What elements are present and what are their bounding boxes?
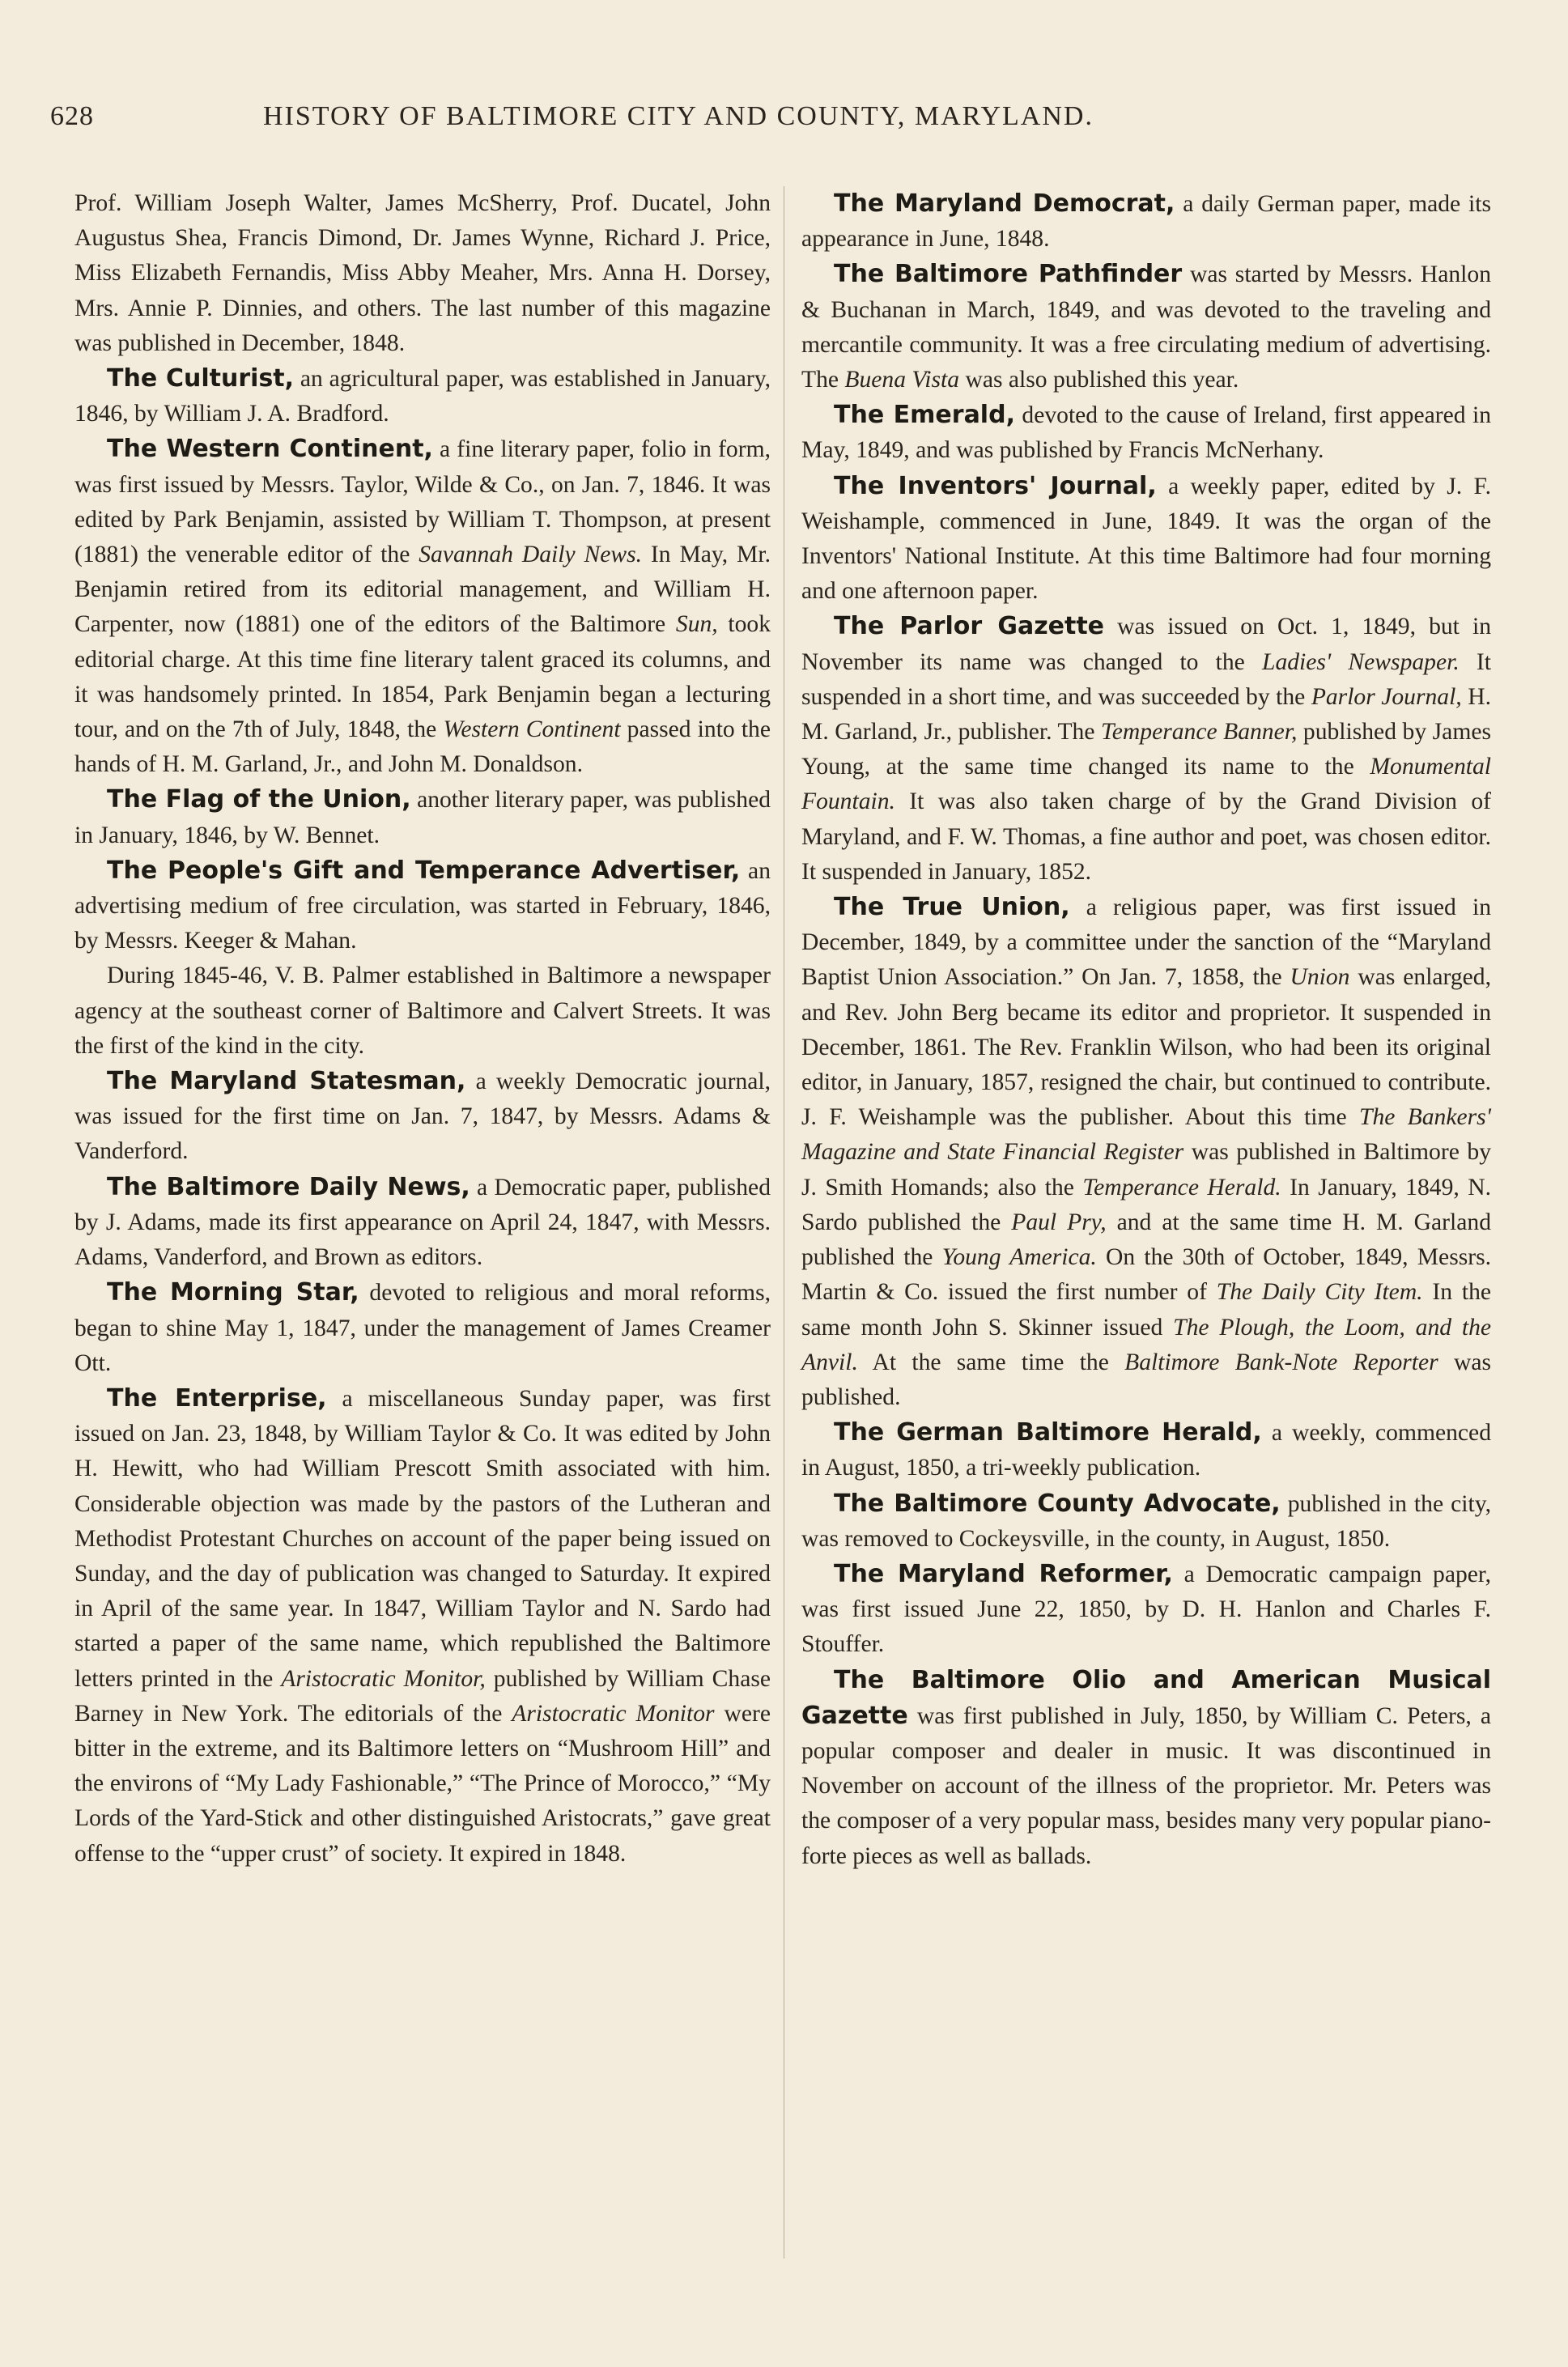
body-text: a weekly paper, edited by J. F. Weishample, commenced in June, 1849. It was the organ of the Inventors' National Institute. At this time Baltimore had four morning and one afternoon paper. [801, 473, 1491, 605]
left-column [74, 186, 771, 1872]
entry-title: The Maryland Democrat, [834, 189, 1175, 218]
entry-maryland-statesman [74, 1064, 771, 1170]
body-text: was started by Messrs. Hanlon & Buchanan in March, 1849, and was devoted to the traveling and mercantile community. It was a free circulating medium of advertising. The [801, 261, 1491, 393]
entry-flag-of-the-union [74, 782, 771, 852]
entry-baltimore-pathfinder [801, 257, 1491, 397]
right-column [801, 186, 1491, 1874]
body-text: was published in Baltimore by J. Smith Homands; also the [801, 1139, 1491, 1200]
entry-morning-star [74, 1275, 771, 1381]
body-text: a daily German paper, made its appearance in June, 1848. [801, 191, 1491, 253]
entry-title: The Maryland Statesman, [107, 1067, 466, 1096]
entry-enterprise [74, 1381, 771, 1872]
entry-western-continent [74, 431, 771, 782]
body-text: In May, Mr. Benjamin retired from its editorial management, and William H. Carpenter, now (1881) one of the editors of the Baltimore [74, 542, 771, 638]
italic-title-text: Ladies' Newspaper. [1262, 648, 1460, 675]
body-text: published by James Young, at the same time changed its name to the [801, 719, 1491, 780]
body-text: a Democratic paper, published by J. Adams, made its first appearance on April 24, 1847, with Messrs. Adams, Vanderford, and Brown as editors. [74, 1174, 771, 1271]
italic-title-text: Young America. [941, 1244, 1097, 1271]
italic-title-text: Western Continent [443, 716, 621, 743]
body-text: was issued on Oct. 1, 1849, but in November its name was changed to the [801, 614, 1491, 675]
entry-title: The Maryland Reformer, [834, 1559, 1173, 1588]
body-text: passed into the hands of H. M. Garland, Jr., and John M. Donaldson. [74, 716, 771, 778]
entry-title: The Inventors' Journal, [834, 471, 1157, 500]
entry-title: The Morning Star, [107, 1278, 359, 1307]
body-text: It suspended in a short time, and was succeeded by the [801, 648, 1491, 710]
italic-title-text: Aristocratic Monitor [512, 1700, 715, 1727]
paragraph-continuation [74, 186, 771, 361]
body-text: On the 30th of October, 1849, Messrs. Martin & Co. issued the first number of [801, 1244, 1491, 1306]
body-text: H. M. Garland, Jr., publisher. The [801, 683, 1491, 746]
body-text: a weekly, commenced in August, 1850, a tri-weekly publication. [801, 1420, 1491, 1481]
entry-peoples-gift [74, 853, 771, 959]
entry-baltimore-olio [801, 1663, 1491, 1874]
body-text: In January, 1849, N. Sardo published the [801, 1174, 1491, 1235]
italic-title-text: Temperance Banner, [1101, 719, 1298, 746]
entry-true-union [801, 890, 1491, 1415]
italic-title-text: Baltimore Bank-Note Reporter [1124, 1349, 1438, 1375]
italic-title-text: The Bankers' Magazine and State Financial Register [801, 1104, 1491, 1166]
entry-title: The Baltimore Olio and American Musical Gazette [801, 1665, 1491, 1730]
italic-title-text: Temperance Herald. [1082, 1174, 1281, 1200]
body-text: devoted to the cause of Ireland, first appeared in May, 1849, and was published by Francis McNerhany. [801, 402, 1491, 464]
body-text: was enlarged, and Rev. John Berg became its editor and proprietor. It suspended in December, 1861. The Rev. Franklin Wilson, who had been its original editor, in January, 1857, resigned the chair, but continued to contribute. J. F. Weishample was the publisher. About this time [801, 964, 1491, 1131]
body-text: Prof. William Joseph Walter, James McSherry, Prof. Ducatel, John Augustus Shea, Francis Dimond, Dr. James Wynne, Richard J. Price, Miss Elizabeth Fernandis, Miss Abby Meaher, Mrs. Anna H. Dorsey, Mrs. Annie P. Dinnies, and others. The last number of this magazine was published in December, 1848. [74, 190, 771, 356]
italic-title-text: Buena Vista [844, 367, 960, 393]
body-text: an agricultural paper, was established in January, 1846, by William J. A. Bradford. [74, 366, 771, 427]
running-title: HISTORY OF BALTIMORE CITY AND COUNTY, MARYLAND. [263, 101, 1094, 131]
body-text: published in the city, was removed to Cockeysville, in the county, in August, 1850. [801, 1490, 1491, 1552]
entry-maryland-democrat [801, 186, 1491, 257]
entry-emerald [801, 397, 1491, 468]
body-text: an advertising medium of free circulation, was started in February, 1846, by Messrs. Keeger & Mahan. [74, 857, 771, 954]
body-text: It was also taken charge of by the Grand Division of Maryland, and F. W. Thomas, a fine author and poet, was chosen editor. It suspended in January, 1852. [801, 788, 1491, 885]
italic-title-text: Monumental Fountain. [801, 754, 1491, 815]
entry-baltimore-daily-news [74, 1170, 771, 1276]
body-text: a Democratic campaign paper, was first issued June 22, 1850, by D. H. Hanlon and Charles F. Stouffer. [801, 1561, 1491, 1658]
body-text: took editorial charge. At this time fine literary talent graced its columns, and it was handsomely printed. In 1854, Park Benjamin began a lecturing tour, and on the 7th of July, 1848, the [74, 611, 771, 743]
body-text: published by William Chase Barney in New York. The editorials of the [74, 1665, 771, 1727]
entry-baltimore-county-advocate [801, 1486, 1491, 1557]
entry-title: The Flag of the Union, [107, 785, 411, 814]
body-text: devoted to religious and moral reforms, began to shine May 1, 1847, under the management of James Creamer Ott. [74, 1280, 771, 1376]
entry-title: The Western Continent, [107, 435, 433, 464]
body-text: another literary paper, was published in January, 1846, by W. Bennet. [74, 787, 771, 848]
italic-title-text: Union [1290, 964, 1350, 991]
italic-title-text: Savannah Daily News. [419, 542, 643, 568]
italic-title-text: Paul Pry, [1011, 1209, 1107, 1235]
italic-title-text: Parlor Journal, [1311, 683, 1462, 710]
body-text: was published. [801, 1349, 1491, 1410]
paragraph-palmer-agency [74, 958, 771, 1064]
body-text: At the same time the [857, 1349, 1125, 1375]
entry-title: The Enterprise, [107, 1383, 327, 1413]
entry-german-baltimore-herald [801, 1415, 1491, 1485]
italic-title-text: Aristocratic Monitor, [281, 1665, 486, 1692]
body-text: was also published this year. [959, 367, 1239, 393]
italic-title-text: The Plough, the Loom, and the Anvil. [801, 1314, 1492, 1375]
body-text: a weekly Democratic journal, was issued for the first time on Jan. 7, 1847, by Messrs. Adams & Vanderford. [74, 1069, 771, 1165]
italic-title-text: Sun, [675, 611, 718, 638]
body-text: were bitter in the extreme, and its Baltimore letters on “Mushroom Hill” and the environs of “My Lady Fashionable,” “The Prince of Morocco,” “My Lords of the Yard-Stick and other distinguished Aristocrats,” gave great offense to the “upper crust” of society. It expired in 1848. [74, 1700, 771, 1867]
entry-title: The Baltimore County Advocate, [834, 1489, 1281, 1518]
entry-inventors-journal [801, 469, 1491, 610]
entry-culturist [74, 361, 771, 431]
body-text: a fine literary paper, folio in form, was first issued by Messrs. Taylor, Wilde & Co., on Jan. 7, 1846. It was edited by Park Benjamin, assisted by William T. Thompson, at present (1881) the venerable editor of the [74, 436, 771, 568]
body-text: a religious paper, was first issued in December, 1849, by a committee under the sanction of the “Maryland Baptist Union Association.” On Jan. 7, 1858, the [801, 895, 1492, 991]
body-text: In the same month John S. Skinner issued [801, 1279, 1491, 1341]
body-text: was first published in July, 1850, by William C. Peters, a popular composer and dealer in music. It was discontinued in November on account of the illness of the proprietor. Mr. Peters was the composer of a very popular mass, besides many very popular piano-forte pieces as well as ballads. [801, 1702, 1491, 1869]
entry-title: The Parlor Gazette [834, 612, 1105, 641]
body-text: During 1845-46, V. B. Palmer established in Baltimore a newspaper agency at the southeast corner of Baltimore and Calvert Streets. It was the first of the kind in the city. [74, 963, 771, 1059]
italic-title-text: The Daily City Item. [1216, 1279, 1423, 1306]
entry-title: The German Baltimore Herald, [834, 1418, 1262, 1447]
entry-title: The People's Gift and Temperance Advertiser, [107, 856, 741, 885]
entry-title: The Baltimore Pathfinder [834, 260, 1183, 289]
entry-title: The Culturist, [107, 364, 295, 393]
body-text: a miscellaneous Sunday paper, was first issued on Jan. 23, 1848, by William Taylor & Co. It was edited by John H. Hewitt, who had William Prescott Smith associated with him. Considerable objection was made by the pastors of the Lutheran and Methodist Protestant Churches on account of the paper being issued on Sunday, and the day of publication was changed to Saturday. It expired in April of the same year. In 1847, William Taylor and N. Sardo had started a paper of the same name, which republished the Baltimore letters printed in the [74, 1385, 771, 1692]
entry-maryland-reformer [801, 1557, 1491, 1663]
entry-title: The Emerald, [834, 401, 1015, 430]
page-number: 628 [50, 101, 94, 131]
body-text: and at the same time H. M. Garland published the [801, 1209, 1491, 1271]
entry-title: The Baltimore Daily News, [107, 1172, 470, 1201]
entry-title: The True Union, [834, 893, 1070, 922]
entry-parlor-gazette [801, 609, 1491, 890]
